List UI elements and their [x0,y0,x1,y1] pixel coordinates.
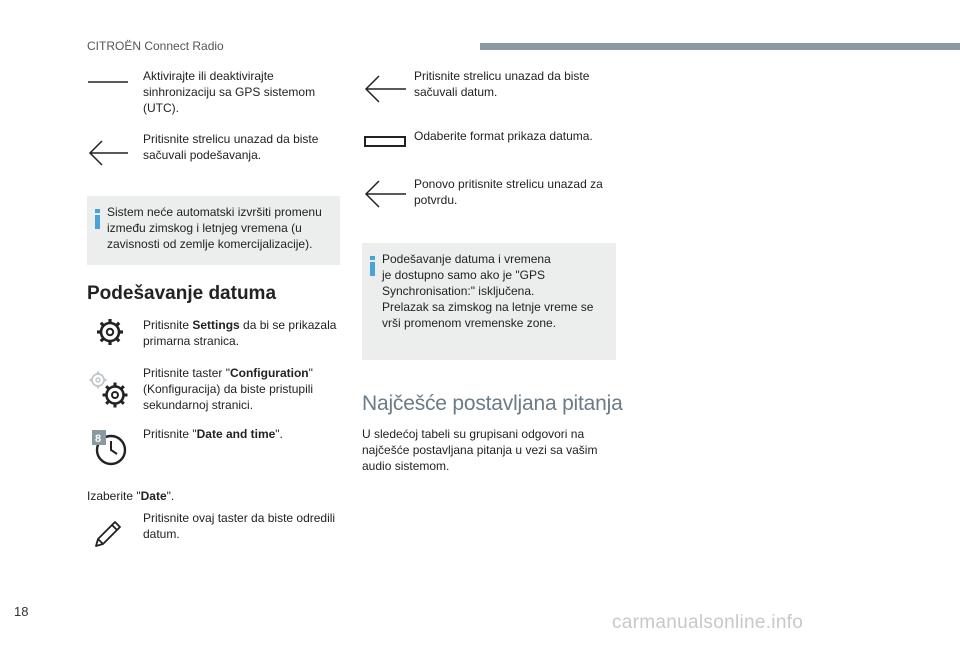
back-arrow-icon [88,140,128,166]
info-date-line-3: Synchronisation:" isključena. [382,284,535,298]
step-date-time-pre: Pritisnite " [143,427,197,441]
select-date-pre: Izaberite " [87,489,141,503]
back-arrow-icon-right-1 [364,75,406,103]
configuration-gear-icon [88,370,128,410]
step-configuration-text [143,365,338,413]
step-date-time-post: ". [275,427,283,441]
manual-header-title: CITROËN Connect Radio [87,39,224,53]
page-number: 18 [14,604,29,619]
section-title-date: Podešavanje datuma [87,283,277,304]
select-date-post: ". [166,489,175,503]
back-arrow-icon-right-2 [364,180,406,208]
info-date-text [382,251,612,331]
step-configuration-bold: Configuration [229,366,309,380]
select-date-text [87,488,287,504]
step-set-date-text: Pritisnite ovaj taster da biste odredili datum. [143,511,336,541]
faq-intro-text: U sledećoj tabeli su grupisani odgovori na najčešće postavljana pitanja u vezi sa vašim audio sistemom. [362,427,598,473]
step-settings-post: da bi se prikazala primarna stranica. [143,318,337,348]
settings-gear-icon [96,318,124,346]
step-gps-sync-text: Aktivirajte ili deaktivirajte sinhronizaciju sa GPS sistemom (UTC). [143,69,316,115]
step-settings-bold: Settings [192,318,240,332]
step-configuration-post: " (Konfiguracija) da biste pristupili sekundarnoj stranici. [143,366,314,412]
info-icon-right [370,256,375,276]
info-date-line-4: Prelazak sa zimskog na letnje vreme se [382,300,594,314]
header-divider-bar [480,43,960,50]
select-date-bold: Date [140,489,167,503]
info-box-dst [87,196,340,265]
step-date-time-text [143,426,338,442]
date-format-bar-icon [364,136,406,148]
step-confirm-text: Ponovo pritisnite strelicu unazad za potvrdu. [414,177,603,207]
info-date-line-2: je dostupno samo ako je "GPS [382,268,546,282]
info-box-date-availability [362,243,616,360]
clock-badge-number: 8 [95,433,102,445]
toggle-line-icon [88,79,128,85]
watermark-text: carmanualsonline.info [612,612,804,633]
step-save-settings-text: Pritisnite strelicu unazad da biste sačuvali podešavanja. [143,132,319,162]
step-save-date-text: Pritisnite strelicu unazad da biste sačuvali datum. [414,69,590,99]
info-dst-text: Sistem neće automatski izvršiti promenu između zimskog i letnjeg vremena (u zavisnosti od zemlje komercijalizacije). [107,205,322,251]
step-settings-pre: Pritisnite [143,318,193,332]
info-icon [95,209,100,229]
pencil-icon [94,518,124,548]
step-date-format-text: Odaberite format prikaza datuma. [414,129,593,143]
faq-title: Najčešće postavljana pitanja [362,392,623,415]
info-date-line-1: Podešavanje datuma i vremena [382,252,551,266]
step-date-time-bold: Date and time [196,427,276,441]
info-date-line-5: vrši promenom vremenske zone. [382,316,557,330]
step-configuration-pre: Pritisnite taster " [143,366,230,380]
step-settings-text [143,317,338,349]
